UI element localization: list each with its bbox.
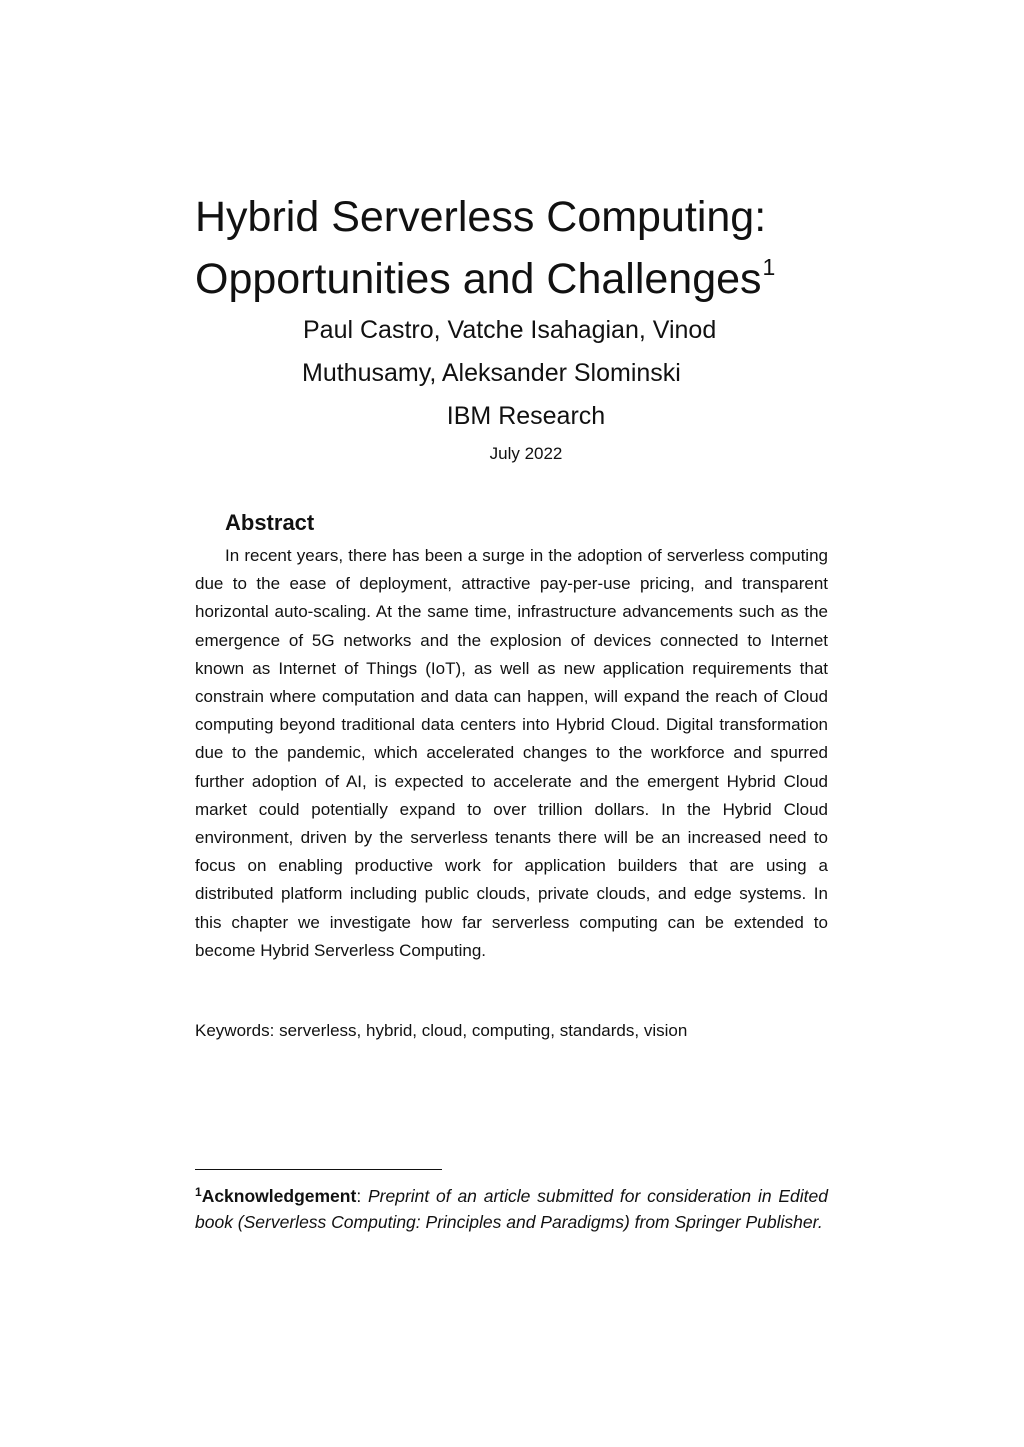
- paper-title-line-2: [195, 256, 775, 301]
- footnote-label: Acknowledgement: [201, 1186, 357, 1206]
- paper-title-line-1: [195, 193, 767, 241]
- abstract-body: In recent years, there has been a surge in the adoption of serverless computing due to the ease of deployment, attractive pay-per-use pricing, and transparent horizontal auto-scaling. At the same time, infrastructure advancements such as the emergence of 5G networks and the explosion of devices connected to Internet known as Internet of Things (IoT), as well as new application requirements that constrain where computation and data can happen, will expand the reach of Cloud computing beyond traditional data centers into Hybrid Cloud. Digital transformation due to the pandemic, which accelerated changes to the workforce and spurred further adoption of AI, is expected to accelerate and the emergent Hybrid Cloud market could potentially expand to over trillion dollars. In the Hybrid Cloud environment, driven by the serverless tenants there will be an increased need to focus on enabling productive work for application builders that are using a distributed platform including public clouds, private clouds, and edge systems. In this chapter we investigate how far serverless computing can be extended to become Hybrid Serverless Computing.: [195, 546, 828, 960]
- abstract-heading: Abstract: [225, 510, 315, 535]
- paper-title-text-1: Hybrid Serverless Computing:: [195, 193, 767, 241]
- footnote-divider: [195, 1169, 442, 1170]
- keywords: Keywords: serverless, hybrid, cloud, computing, standards, vision: [195, 1021, 688, 1040]
- title-footnote-marker: 1: [762, 254, 776, 280]
- affiliation: IBM Research: [446, 402, 606, 430]
- footnote-text: Preprint of an article submitted for consideration in Edited book (Serverless Computing: Principles and Paradigms) from Springer Publisher.: [195, 1186, 828, 1232]
- authors-line-1: Paul Castro, Vatche Isahagian, Vinod: [303, 316, 717, 344]
- footnote: [195, 1179, 828, 1235]
- publication-date: July 2022: [489, 444, 563, 463]
- paper-title-text-2: Opportunities and Challenges: [195, 255, 762, 303]
- authors-line-2: Muthusamy, Aleksander Slominski: [302, 359, 681, 387]
- footnote-separator: :: [356, 1186, 368, 1206]
- footnote-marker: 1: [195, 1185, 202, 1199]
